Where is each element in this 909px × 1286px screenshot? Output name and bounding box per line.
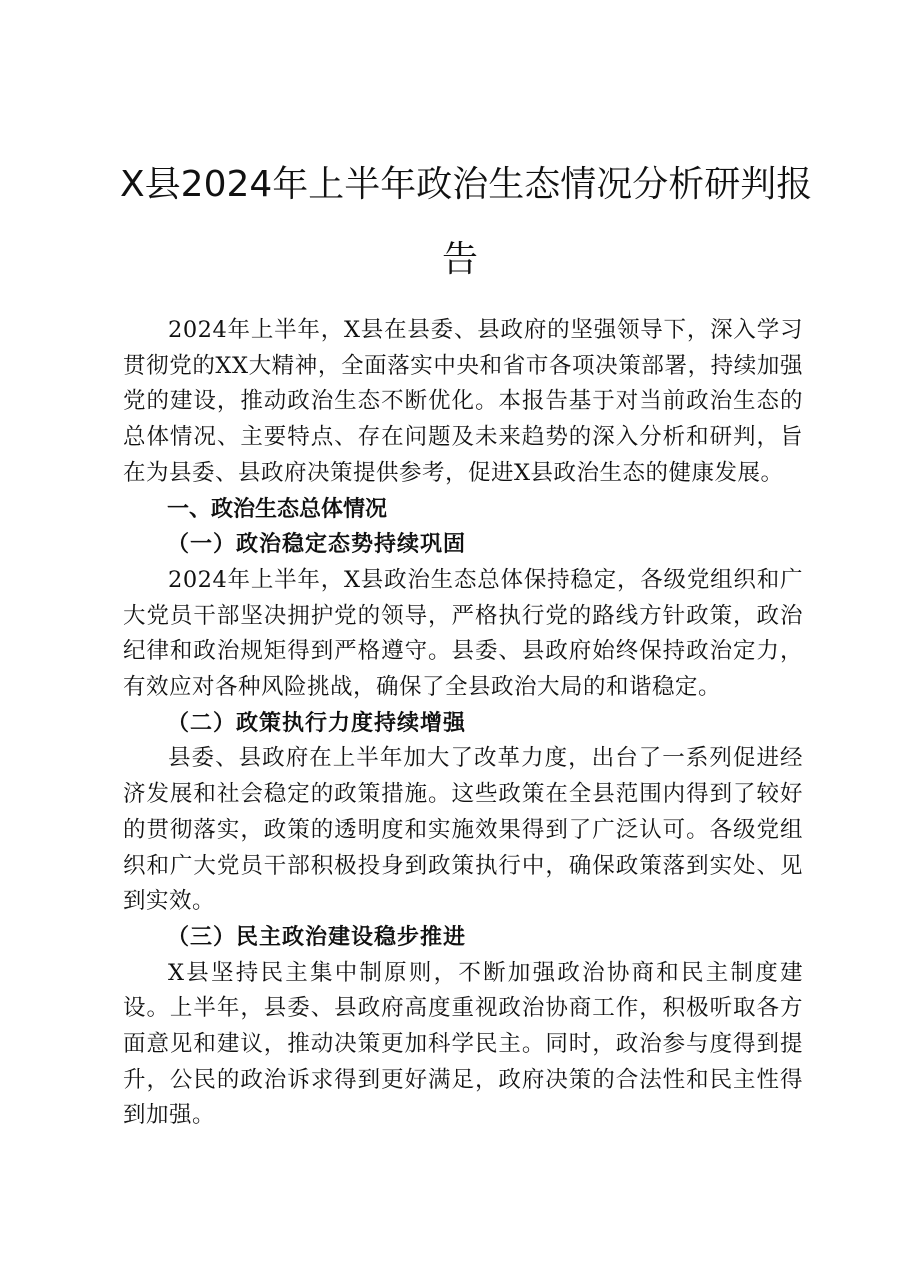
subsection-body-2: 县委、县政府在上半年加大了改革力度，出台了一系列促进经济发展和社会稳定的政策措施。这些政策在全县范围内得到了较好的贯彻落实，政策的透明度和实施效果得到了广泛认可。各级党组织和广大党员干部积极投身到政策执行中，确保政策落到实处、见到实效。 [123,745,803,915]
subsection-heading-1: （一）政治稳定态势持续巩固 [167,531,467,558]
document-title-line1: X县2024年上半年政治生态情况分析研判报 [120,164,813,205]
subsection-body-1: 2024年上半年，X县政治生态总体保持稳定，各级党组织和广大党员干部坚决拥护党的领导，严格执行党的路线方针政策，政治纪律和政治规矩得到严格遵守。县委、县政府始终保持政治定力，有效应对各种风险挑战，确保了全县政治大局的和谐稳定。 [123,566,803,701]
intro-paragraph: 2024年上半年，X县在县委、县政府的坚强领导下，深入学习贯彻党的XX大精神，全面落实中央和省市各项决策部署，持续加强党的建设，推动政治生态不断优化。本报告基于对当前政治生态的总体情况、主要特点、存在问题及未来趋势的深入分析和研判，旨在为县委、县政府决策提供参考，促进X县政治生态的健康发展。 [123,317,803,486]
subsection-heading-3: （三）民主政治建设稳步推进 [167,923,467,950]
subsection-heading-2: （二）政策执行力度持续增强 [167,709,467,736]
section-heading-1: 一、政治生态总体情况 [167,496,388,522]
document-body [123,313,803,1134]
document-title-line2: 告 [441,239,478,280]
subsection-body-3: X县坚持民主集中制原则，不断加强政治协商和民主制度建设。上半年，县委、县政府高度重视政治协商工作，积极听取各方面意见和建议，推动决策更加科学民主。同时，政治参与度得到提升，公民的政治诉求得到更好满足，政府决策的合法性和民主性得到加强。 [123,959,803,1129]
